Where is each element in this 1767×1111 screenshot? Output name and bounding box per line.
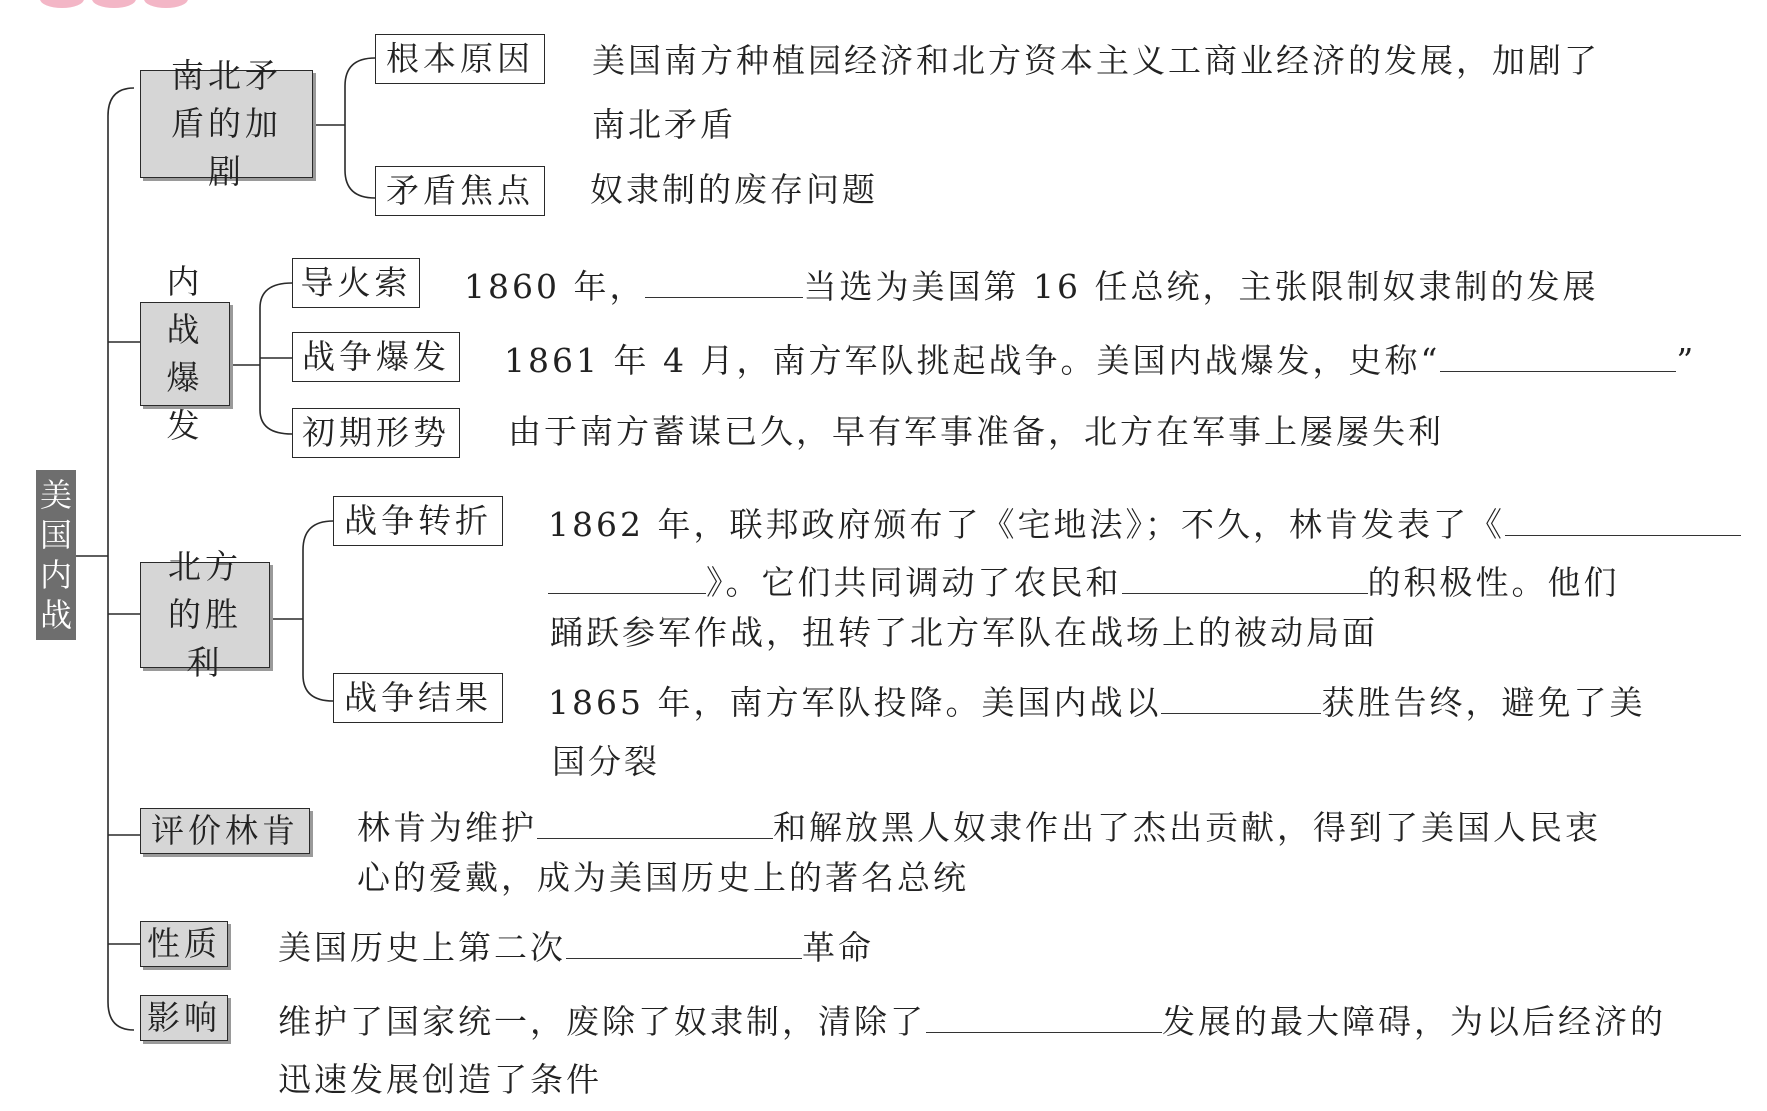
node-victory <box>140 547 270 682</box>
node-root-cause-label: 根本原因 <box>386 39 534 79</box>
node-focus <box>375 166 545 216</box>
trigger-text-pre: 1860 年， <box>464 267 646 306</box>
turning-point-text-2b: 的积极性。他们 <box>1367 563 1620 602</box>
nature-text <box>278 925 874 966</box>
trigger-text-post: 当选为美国第 16 任总统，主张限制奴隶制的发展 <box>803 267 1599 306</box>
war-result-line-1 <box>548 680 1645 721</box>
node-nature <box>140 921 228 967</box>
evaluation-text-pre: 林肯为维护 <box>357 808 537 847</box>
node-war-begins-label: 战争爆发 <box>302 337 450 377</box>
evaluation-text-post: 和解放黑人奴隶作出了杰出贡献，得到了美国人民衷 <box>773 808 1601 847</box>
node-outbreak-label: 内战爆发 <box>166 262 204 445</box>
node-war-begins <box>292 332 460 382</box>
node-nature-label: 性质 <box>147 924 221 964</box>
nature-text-post: 革命 <box>802 928 874 967</box>
trigger-text <box>464 264 1598 305</box>
node-trigger-label: 导火索 <box>300 263 412 303</box>
turning-point-text-2a: 》。它们共同调动了农民和 <box>706 563 1122 602</box>
node-turning-point <box>333 496 503 546</box>
early-situation-text: 由于南方蓄谋已久，早有军事准备，北方在军事上屡屡失利 <box>508 412 1444 451</box>
impact-line-2: 迅速发展创造了条件 <box>278 1060 602 1099</box>
root-label: 美国内战 <box>40 476 73 634</box>
turning-point-blank-2 <box>548 560 706 594</box>
node-impact-label: 影响 <box>147 998 221 1038</box>
turning-point-line-2 <box>548 560 1620 601</box>
war-begins-blank <box>1440 338 1676 372</box>
war-begins-text <box>504 338 1696 379</box>
turning-point-blank-1 <box>1505 502 1741 536</box>
node-war-result <box>333 673 503 723</box>
node-evaluation-label: 评价林肯 <box>151 811 299 851</box>
evaluation-blank <box>537 805 773 839</box>
node-evaluation <box>140 808 310 854</box>
root-cause-text-1: 美国南方种植园经济和北方资本主义工商业经济的发展，加剧了 <box>592 41 1600 80</box>
node-impact <box>140 995 228 1041</box>
trigger-blank <box>645 264 803 298</box>
root-node <box>36 470 76 640</box>
nature-blank <box>566 925 802 959</box>
node-focus-label: 矛盾焦点 <box>386 171 534 211</box>
node-war-result-label: 战争结果 <box>344 678 492 718</box>
turning-point-blank-3 <box>1122 560 1368 594</box>
node-turning-point-label: 战争转折 <box>344 501 492 541</box>
impact-blank <box>926 999 1162 1033</box>
war-result-line-2: 国分裂 <box>552 742 660 781</box>
war-begins-text-post: ” <box>1676 341 1697 380</box>
war-result-text-post: 获胜告终，避免了美 <box>1321 683 1646 722</box>
impact-line-1 <box>278 999 1666 1040</box>
node-victory-label: 北方的胜利 <box>168 547 242 682</box>
turning-point-text-1: 1862 年，联邦政府颁布了《宅地法》；不久，林肯发表了《 <box>548 505 1505 544</box>
node-early-situation <box>292 408 460 458</box>
node-early-situation-label: 初期形势 <box>302 413 450 453</box>
node-outbreak <box>140 262 230 445</box>
turning-point-line-1 <box>548 502 1741 543</box>
node-conflict <box>140 56 313 191</box>
nature-text-pre: 美国历史上第二次 <box>278 928 566 967</box>
root-cause-text-2: 南北矛盾 <box>592 105 736 144</box>
turning-point-line-3: 踊跃参军作战，扭转了北方军队在战场上的被动局面 <box>550 613 1378 652</box>
focus-text: 奴隶制的废存问题 <box>590 170 878 209</box>
war-result-blank <box>1161 680 1321 714</box>
war-result-text-pre: 1865 年，南方军队投降。美国内战以 <box>548 683 1162 722</box>
impact-text-post: 发展的最大障碍，为以后经济的 <box>1162 1002 1666 1041</box>
node-conflict-label: 南北矛盾的加剧 <box>171 56 282 191</box>
war-begins-text-pre: 1861 年 4 月，南方军队挑起战争。美国内战爆发，史称“ <box>504 341 1441 380</box>
impact-text-pre: 维护了国家统一，废除了奴隶制，清除了 <box>278 1002 926 1041</box>
node-root-cause <box>375 34 545 84</box>
evaluation-line-1 <box>357 805 1601 846</box>
evaluation-line-2: 心的爱戴，成为美国历史上的著名总统 <box>357 858 969 897</box>
node-trigger <box>292 258 420 308</box>
